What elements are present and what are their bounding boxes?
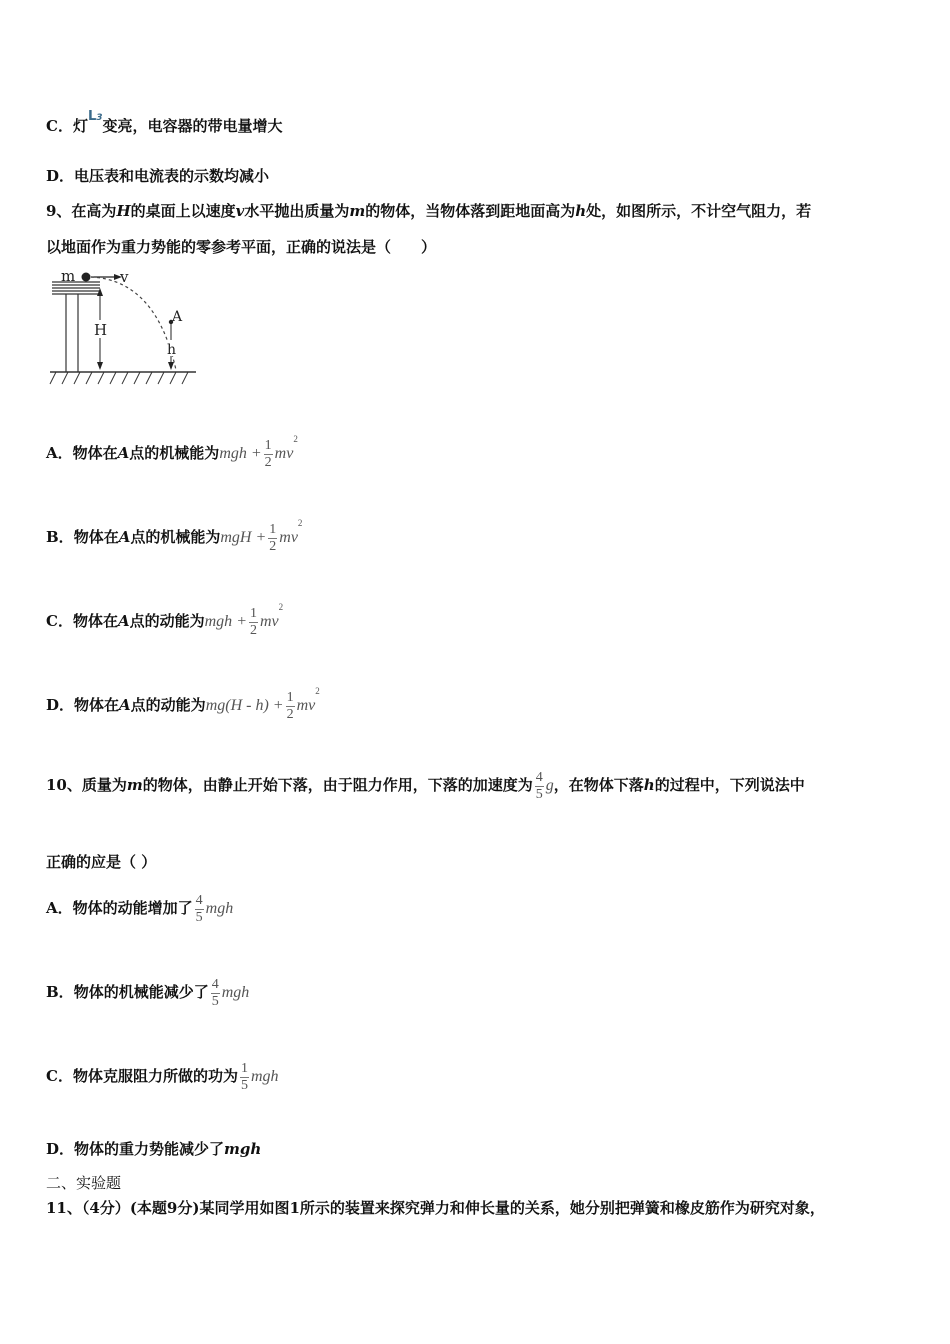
formula: mg(H - h) + $\frac{1}{2}$ $mv^2$ (205, 686, 320, 722)
projectile-figure (46, 266, 206, 390)
ball (82, 273, 91, 282)
formula: mgh + $\frac{1}{2}$ $mv^2$ (204, 602, 284, 638)
h-small-arrowhead-down (168, 362, 174, 370)
ground-hatch (50, 372, 188, 384)
q8-option-c: C．灯L3变亮，电容器的带电量增大 (46, 109, 283, 135)
q10-option-b: B．物体的机械能减少了 $\frac{4}{5}$ mgh (46, 977, 250, 1009)
q11-stem: 11、（4分）(本题9分)某同学用如图1所示的装置来探究弹力和伸长量的关系，她分别把弹簧和橡皮筋作为研究对象， (46, 1199, 825, 1217)
label-m: m (61, 267, 76, 285)
h-big-arrowhead-down (97, 362, 103, 370)
q9-option-a: A．物体在A点的机械能为mgh + $\frac{1}{2}$ $mv^2$ (46, 434, 298, 470)
formula: mgh + $\frac{1}{2}$ $mv^2$ (219, 434, 298, 470)
q9-stem-line2: 以地面作为重力势能的零参考平面，正确的说法是（ ） (46, 238, 437, 256)
label-small-h: h (167, 342, 177, 358)
q10-option-a: A．物体的动能增加了 $\frac{4}{5}$ mgh (46, 893, 234, 925)
label-a: A (172, 309, 183, 325)
q10-stem-line1: 10、质量为m的物体，由静止开始下落，由于阻力作用，下落的加速度为 $\frac{4}{5}$ g，在物体下落h的过程中，下列说法中 (46, 770, 805, 802)
q10-option-d: D．物体的重力势能减少了mgh (46, 1140, 262, 1158)
q9-option-c: C．物体在A点的动能为mgh + $\frac{1}{2}$ $mv^2$ (46, 602, 284, 638)
label-v: v (120, 268, 129, 286)
table-top (52, 282, 100, 294)
formula: mgH + $\frac{1}{2}$ $mv^2$ (220, 518, 303, 554)
q9-option-b: B．物体在A点的机械能为mgH + $\frac{1}{2}$ $mv^2$ (46, 518, 303, 554)
q8-option-d: D．电压表和电流表的示数均减小 (46, 167, 270, 185)
q10-option-c: C．物体克服阻力所做的功为 $\frac{1}{5}$ mgh (46, 1061, 279, 1093)
lamp-l3-symbol: L3 (87, 109, 103, 124)
q9-option-d: D．物体在A点的动能为mg(H - h) + $\frac{1}{2}$ $mv^2$ (46, 686, 320, 722)
q9-stem-line1: 9、在高为H的桌面上以速度v水平抛出质量为m的物体，当物体落到距地面高为h处，如图所示，不计空气阻力，若 (46, 202, 812, 220)
q10-stem-line2: 正确的应是（ ） (46, 853, 157, 871)
h-big-arrowhead-up (97, 288, 103, 296)
option-label: C． (46, 117, 73, 135)
label-big-h: H (94, 321, 108, 339)
section-title: 二、实验题 (46, 1174, 122, 1192)
